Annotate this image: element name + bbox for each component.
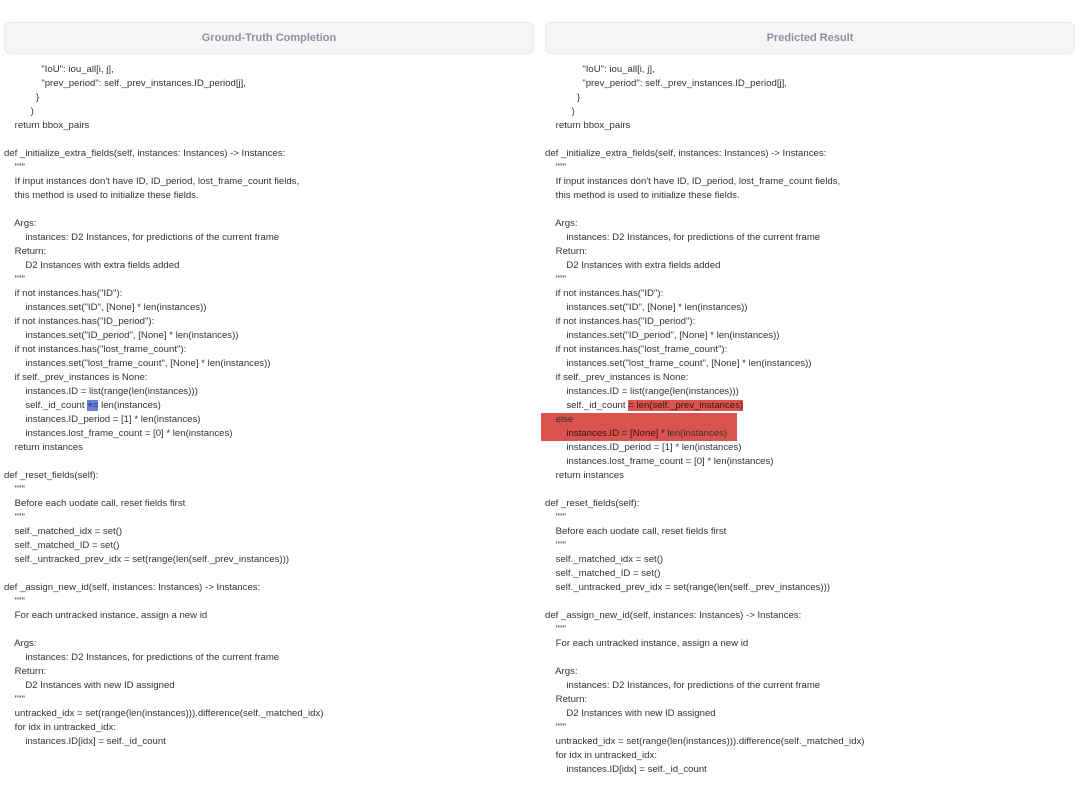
code-line xyxy=(4,105,534,119)
code-text: len(instances) xyxy=(664,428,728,439)
code-text: instances.set("ID", [None] * len(instances)) xyxy=(4,302,207,313)
code-line xyxy=(545,763,1075,777)
code-text: instances.ID_period = [1] * len(instances) xyxy=(4,414,201,425)
code-line xyxy=(545,623,1075,637)
code-text: instances: D2 Instances, for predictions of the current frame xyxy=(4,652,280,663)
code-line xyxy=(4,455,534,469)
code-line xyxy=(545,287,1075,301)
code-text: untracked_idx = set(range(len(instances))).difference(self._matched_idx) xyxy=(4,708,324,719)
code-text: return instances xyxy=(4,442,83,453)
code-line xyxy=(4,273,534,287)
code-text: for idx in untracked_idx: xyxy=(4,722,116,733)
code-line xyxy=(545,371,1075,385)
code-text: return bbox_pairs xyxy=(545,120,631,131)
code-text: ) xyxy=(545,106,575,117)
code-line xyxy=(4,259,534,273)
code-text: def _reset_fields(self): xyxy=(4,470,99,481)
code-line xyxy=(545,721,1075,735)
code-line xyxy=(545,343,1075,357)
ground-truth-header: Ground-Truth Completion xyxy=(4,22,534,54)
code-line xyxy=(4,581,534,595)
code-line xyxy=(4,637,534,651)
code-text: self._untracked_prev_idx = set(range(len(self._prev_instances))) xyxy=(545,582,831,593)
code-line xyxy=(4,161,534,175)
code-line xyxy=(4,525,534,539)
code-line xyxy=(545,455,1075,469)
code-text: """ xyxy=(4,512,25,523)
code-line xyxy=(4,343,534,357)
code-line xyxy=(545,161,1075,175)
code-line xyxy=(545,707,1075,721)
code-line xyxy=(4,441,534,455)
code-line xyxy=(4,497,534,511)
code-line xyxy=(4,91,534,105)
code-line xyxy=(545,231,1075,245)
code-line xyxy=(545,525,1075,539)
code-text: D2 Instances with new ID assigned xyxy=(4,680,175,691)
code-line xyxy=(545,441,1075,455)
code-text: instances: D2 Instances, for predictions of the current frame xyxy=(4,232,280,243)
diff-highlight: = len(self._prev_instances) xyxy=(628,400,744,411)
code-line xyxy=(545,749,1075,763)
code-text: """ xyxy=(4,274,25,285)
code-text: instances: D2 Instances, for predictions of the current frame xyxy=(545,232,821,243)
code-line xyxy=(545,91,1075,105)
code-line xyxy=(545,497,1075,511)
code-line xyxy=(545,133,1075,147)
code-text: instances.set("ID", [None] * len(instances)) xyxy=(545,302,748,313)
code-line xyxy=(545,105,1075,119)
code-text: ) xyxy=(4,106,34,117)
code-text: instances.ID = list(range(len(instances))) xyxy=(4,386,198,397)
code-text: "prev_period": self._prev_instances.ID_period[j], xyxy=(545,78,787,89)
code-line xyxy=(545,665,1075,679)
code-text: Return: xyxy=(545,246,588,257)
code-line xyxy=(4,329,534,343)
code-line xyxy=(545,259,1075,273)
code-line xyxy=(545,217,1075,231)
code-text: instances.set("lost_frame_count", [None] * len(instances)) xyxy=(545,358,812,369)
code-text: For each untracked instance, assign a new id xyxy=(545,638,749,649)
code-text: """ xyxy=(545,722,566,733)
code-line xyxy=(4,721,534,735)
code-line xyxy=(545,273,1075,287)
code-text: """ xyxy=(545,274,566,285)
code-line xyxy=(4,693,534,707)
code-text: if not instances.has("lost_frame_count"): xyxy=(4,344,187,355)
code-text xyxy=(545,428,566,439)
code-text: instances.ID_period = [1] * len(instances) xyxy=(545,442,742,453)
code-text: if not instances.has("ID_period"): xyxy=(4,316,155,327)
code-line xyxy=(4,707,534,721)
code-text: len(instances) xyxy=(98,400,161,411)
code-text: self._untracked_prev_idx = set(range(len(self._prev_instances))) xyxy=(4,554,290,565)
code-text: } xyxy=(4,92,40,103)
code-text: } xyxy=(545,92,581,103)
ground-truth-code xyxy=(4,63,534,749)
code-text: Return: xyxy=(545,694,588,705)
code-text: Args: xyxy=(4,638,37,649)
code-text: Args: xyxy=(545,218,578,229)
code-text: this method is used to initialize these fields. xyxy=(4,190,199,201)
predicted-header: Predicted Result xyxy=(545,22,1075,54)
code-line xyxy=(4,511,534,525)
code-text: untracked_idx = set(range(len(instances))).difference(self._matched_idx) xyxy=(545,736,865,747)
code-line xyxy=(545,329,1075,343)
code-line xyxy=(4,315,534,329)
code-text: """ xyxy=(4,484,25,495)
code-text: instances.set("lost_frame_count", [None] * len(instances)) xyxy=(4,358,271,369)
code-line xyxy=(545,147,1075,161)
code-text: D2 Instances with new ID assigned xyxy=(545,708,716,719)
code-text: self._id_count xyxy=(4,400,88,411)
code-text: def _initialize_extra_fields(self, instances: Instances) -> Instances: xyxy=(545,148,827,159)
code-text: if not instances.has("ID"): xyxy=(4,288,123,299)
code-text: instances.lost_frame_count = [0] * len(instances) xyxy=(4,428,233,439)
code-text: Before each uodate call, reset fields first xyxy=(4,498,186,509)
code-line xyxy=(4,175,534,189)
code-text: self._matched_idx = set() xyxy=(4,526,123,537)
code-text: instances.lost_frame_count = [0] * len(instances) xyxy=(545,456,774,467)
code-line xyxy=(4,147,534,161)
code-line xyxy=(545,595,1075,609)
code-text: """ xyxy=(4,162,25,173)
code-text: return bbox_pairs xyxy=(4,120,90,131)
code-text: Args: xyxy=(4,218,37,229)
code-line xyxy=(4,357,534,371)
code-line xyxy=(4,413,534,427)
code-line xyxy=(4,77,534,91)
code-line xyxy=(4,735,534,749)
code-line xyxy=(545,119,1075,133)
code-line xyxy=(4,287,534,301)
code-text: def _assign_new_id(self, instances: Instances) -> Instances: xyxy=(545,610,802,621)
code-line xyxy=(545,539,1075,553)
code-text: "IoU": iou_all[i, j], xyxy=(545,64,655,75)
code-text: "IoU": iou_all[i, j], xyxy=(4,64,114,75)
code-line xyxy=(4,399,534,413)
code-text: if not instances.has("ID"): xyxy=(545,288,664,299)
code-line xyxy=(545,637,1075,651)
code-text: instances.set("ID_period", [None] * len(instances)) xyxy=(545,330,780,341)
code-line xyxy=(545,315,1075,329)
code-text: """ xyxy=(545,540,566,551)
code-line xyxy=(545,301,1075,315)
code-text: Return: xyxy=(4,246,47,257)
code-line xyxy=(4,385,534,399)
code-line xyxy=(545,189,1075,203)
code-text: """ xyxy=(545,162,566,173)
code-line xyxy=(4,119,534,133)
predicted-panel xyxy=(545,22,1075,777)
code-line xyxy=(545,357,1075,371)
code-text: instances.ID = list(range(len(instances))) xyxy=(545,386,739,397)
code-line xyxy=(4,245,534,259)
code-line xyxy=(545,693,1075,707)
code-text: if not instances.has("ID_period"): xyxy=(545,316,696,327)
code-line xyxy=(4,231,534,245)
code-text: """ xyxy=(545,512,566,523)
code-text: self._matched_ID = set() xyxy=(4,540,120,551)
code-text: D2 Instances with extra fields added xyxy=(4,260,180,271)
code-text: If input instances don't have ID, ID_period, lost_frame_count fields, xyxy=(4,176,300,187)
code-line xyxy=(4,189,534,203)
code-text: Args: xyxy=(545,666,578,677)
predicted-code xyxy=(545,63,1075,777)
code-line xyxy=(545,385,1075,399)
code-line xyxy=(545,245,1075,259)
code-line xyxy=(545,609,1075,623)
code-line xyxy=(4,539,534,553)
code-line xyxy=(4,609,534,623)
code-line xyxy=(4,217,534,231)
code-text: self._matched_ID = set() xyxy=(545,568,661,579)
code-line xyxy=(545,77,1075,91)
code-line xyxy=(4,651,534,665)
code-text: if self._prev_instances is None: xyxy=(4,372,148,383)
code-line xyxy=(4,679,534,693)
code-text: def _assign_new_id(self, instances: Instances) -> Instances: xyxy=(4,582,261,593)
code-line xyxy=(4,567,534,581)
code-text: if not instances.has("lost_frame_count"): xyxy=(545,344,728,355)
code-line xyxy=(545,399,1075,413)
code-text: for idx in untracked_idx: xyxy=(545,750,657,761)
code-text: self._matched_idx = set() xyxy=(545,554,664,565)
code-text: def _reset_fields(self): xyxy=(545,498,640,509)
code-line xyxy=(545,483,1075,497)
code-text: return instances xyxy=(545,470,624,481)
code-line xyxy=(545,511,1075,525)
code-text: if self._prev_instances is None: xyxy=(545,372,689,383)
code-line xyxy=(545,679,1075,693)
code-line xyxy=(545,567,1075,581)
code-text: "prev_period": self._prev_instances.ID_period[j], xyxy=(4,78,246,89)
code-line xyxy=(545,175,1075,189)
code-line xyxy=(545,651,1075,665)
code-line xyxy=(4,553,534,567)
code-text: Before each uodate call, reset fields first xyxy=(545,526,727,537)
code-line xyxy=(4,133,534,147)
code-line xyxy=(545,735,1075,749)
code-text: self._id_count xyxy=(545,400,629,411)
diff-highlight: instances.ID = [None] * xyxy=(566,428,665,439)
code-text: D2 Instances with extra fields added xyxy=(545,260,721,271)
code-text: instances.set("ID_period", [None] * len(instances)) xyxy=(4,330,239,341)
code-line xyxy=(545,427,1075,441)
code-text: For each untracked instance, assign a new id xyxy=(4,610,208,621)
code-line xyxy=(4,427,534,441)
code-text: """ xyxy=(4,596,25,607)
code-line xyxy=(4,63,534,77)
code-text: """ xyxy=(4,694,25,705)
code-line xyxy=(4,483,534,497)
code-line xyxy=(4,665,534,679)
ground-truth-panel xyxy=(4,22,534,749)
code-text: If input instances don't have ID, ID_period, lost_frame_count fields, xyxy=(545,176,841,187)
code-text: this method is used to initialize these fields. xyxy=(545,190,740,201)
code-text: else xyxy=(545,414,574,425)
code-line xyxy=(4,623,534,637)
code-text: """ xyxy=(545,624,566,635)
original-token-highlight: += xyxy=(87,400,99,411)
code-text: def _initialize_extra_fields(self, instances: Instances) -> Instances: xyxy=(4,148,286,159)
code-line xyxy=(545,553,1075,567)
code-line xyxy=(545,469,1075,483)
code-line xyxy=(545,63,1075,77)
code-line xyxy=(4,469,534,483)
code-line xyxy=(4,595,534,609)
code-line xyxy=(4,203,534,217)
code-text: instances.ID[idx] = self._id_count xyxy=(545,764,707,775)
code-line xyxy=(4,301,534,315)
code-text: instances.ID[idx] = self._id_count xyxy=(4,736,166,747)
code-line xyxy=(4,371,534,385)
code-text: Return: xyxy=(4,666,47,677)
code-line xyxy=(545,581,1075,595)
code-text: instances: D2 Instances, for predictions of the current frame xyxy=(545,680,821,691)
code-line xyxy=(545,203,1075,217)
